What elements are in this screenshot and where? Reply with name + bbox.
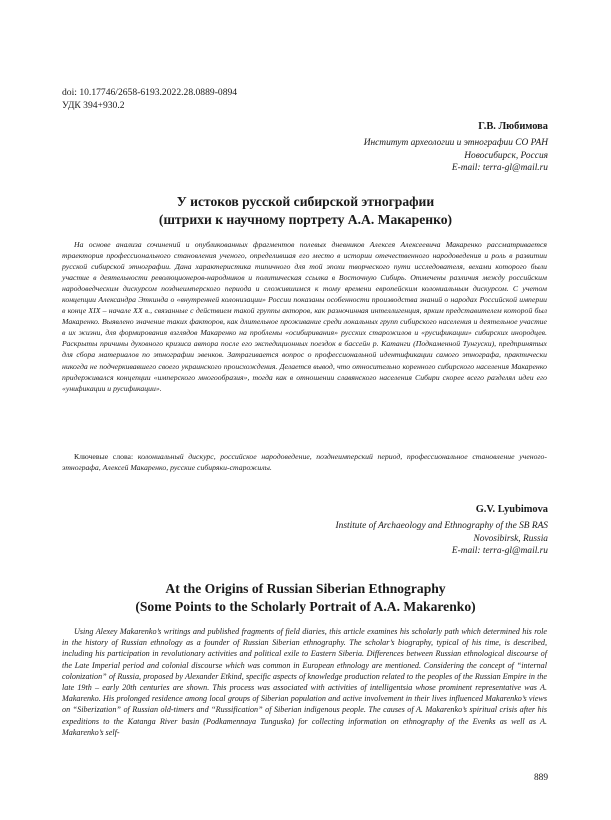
en-affiliation: Institute of Archaeology and Ethnography of the SB RAS (335, 521, 548, 532)
page-number: 889 (533, 773, 548, 783)
en-author-name: G.V. Lyubimova (475, 504, 548, 515)
en-email[interactable]: E-mail: terra-gl@mail.ru (451, 546, 548, 557)
doi-line[interactable]: doi: 10.17746/2658-6193.2022.28.0889-0894 (62, 87, 238, 98)
en-abstract: Using Alexey Makarenko’s writings and published fragments of field diaries, this article examines his scholarly path which determined his role in the history of Russian ethnology as a founder of Russian Siberian ethnography. The scholar’s biography, typical of his time, is described, including his participation in revolutionary activities and political exile to Eastern Siberia. Differences between Russian ethnological discourse of the Late Imperial period and colonial discourse which was common in European ethnology are mentioned. Considering the concept of “internal colonization” of Russia, proposed by Alexander Etkind, specific aspects of knowledge production related to the peoples of the Russian Empire in the late 19th – early 20th centuries are shown. This process was associated with activities of intelligentsia whose prominent representative was A. Makarenko. His prolonged residence among local groups of Siberian population and active involvement in their lives influenced Makarenko’s views on “Siberization” of Russian old-timers and “Russification” of Siberian indigenous people. The causes of A. Makarenko’s spiritual crisis after his expeditions to the Katanga River basin (Podkamennaya Tunguska) for collecting information on ethnography of the Evenks as well as A. Makarenko’s self- (62, 627, 547, 737)
keywords-text: колониальный дискурс, российское народоведение, позднеимперский период, профессиональное становление ученого-этнографа, Алексей Макаренко, русские сибиряки-старожилы. (62, 452, 547, 473)
ru-keywords (62, 451, 547, 473)
en-author-block (336, 504, 548, 558)
ru-title-line-1: У истоков русской сибирской этнографии (176, 194, 435, 209)
keywords-label: Ключевые слова: (74, 452, 134, 461)
ru-title-line-2: (штрихи к научному портрету А.А. Макаренко) (158, 211, 453, 227)
ru-city: Новосибирск, Россия (464, 150, 548, 161)
ru-author-block (364, 121, 548, 175)
en-title-line-1: At the Origins of Russian Siberian Ethnography (165, 581, 446, 596)
ru-email[interactable]: E-mail: terra-gl@mail.ru (451, 163, 548, 174)
udk-line: УДК 394+930.2 (62, 99, 125, 111)
en-title-line-2: (Some Points to the Scholarly Portrait of A.A. Makarenko) (135, 598, 476, 614)
ru-article-title (40, 193, 571, 228)
ru-author-name: Г.В. Любимова (478, 121, 548, 132)
ru-affiliation: Институт археологии и этнографии СО РАН (363, 138, 548, 149)
en-city: Novosibirsk, Russia (473, 533, 548, 544)
ru-abstract: На основе анализа сочинений и опубликованных фрагментов полевых дневников Алексея Алексеевича Макаренко рассматривается траектория профессионального становления ученого, определившая его место в истории отечественного народоведения и роль в развитии русской сибирской этнографии. Дана характеристика типичного для той эпохи творческого пути исследователя, вехами которого были участие в деятельности революционеров-народников и политическая ссылка в Восточную Сибирь. Отмечены различия между российским народоведческим дискурсом позднеимперского периода и сложившимся к тому времени европейским колониальным дискурсом. С учетом концепции Александра Эткинда о «внутренней колонизации» России показаны особенности производства знаний о народах Российской империи в конце XIX – начале XX в., связанные с действием такой группы акторов, как разночинная интеллигенция, ярким представителем которой был Макаренко. Выявлено значение таких факторов, как длительное проживание среди локальных групп сибирского населения и деятельное участие в их жизни, для формирования взглядов Макаренко на проблемы «осибиривания» русских старожилов и «русификации» сибирских инородцев. Раскрыты причины духовного кризиса автора после его экспедиционных поездок в бассейн р. Катанги (Подкаменной Тунгуски), предпринятых для сбора материалов по этнографии эвенков. Затрагивается вопрос о профессиональной идентификации самого этнографа, практически никогда не подчеркивавшего своего украинского происхождения. Делается вывод, что относительно коренного сибирского населения Макаренко придерживался концепции «имперского многообразия», тогда как в отношении славянского населения Сибири скорее всего разделял идеи его «унификации и русификации». (62, 240, 547, 393)
article-meta (62, 87, 237, 112)
en-article-title (40, 580, 571, 615)
